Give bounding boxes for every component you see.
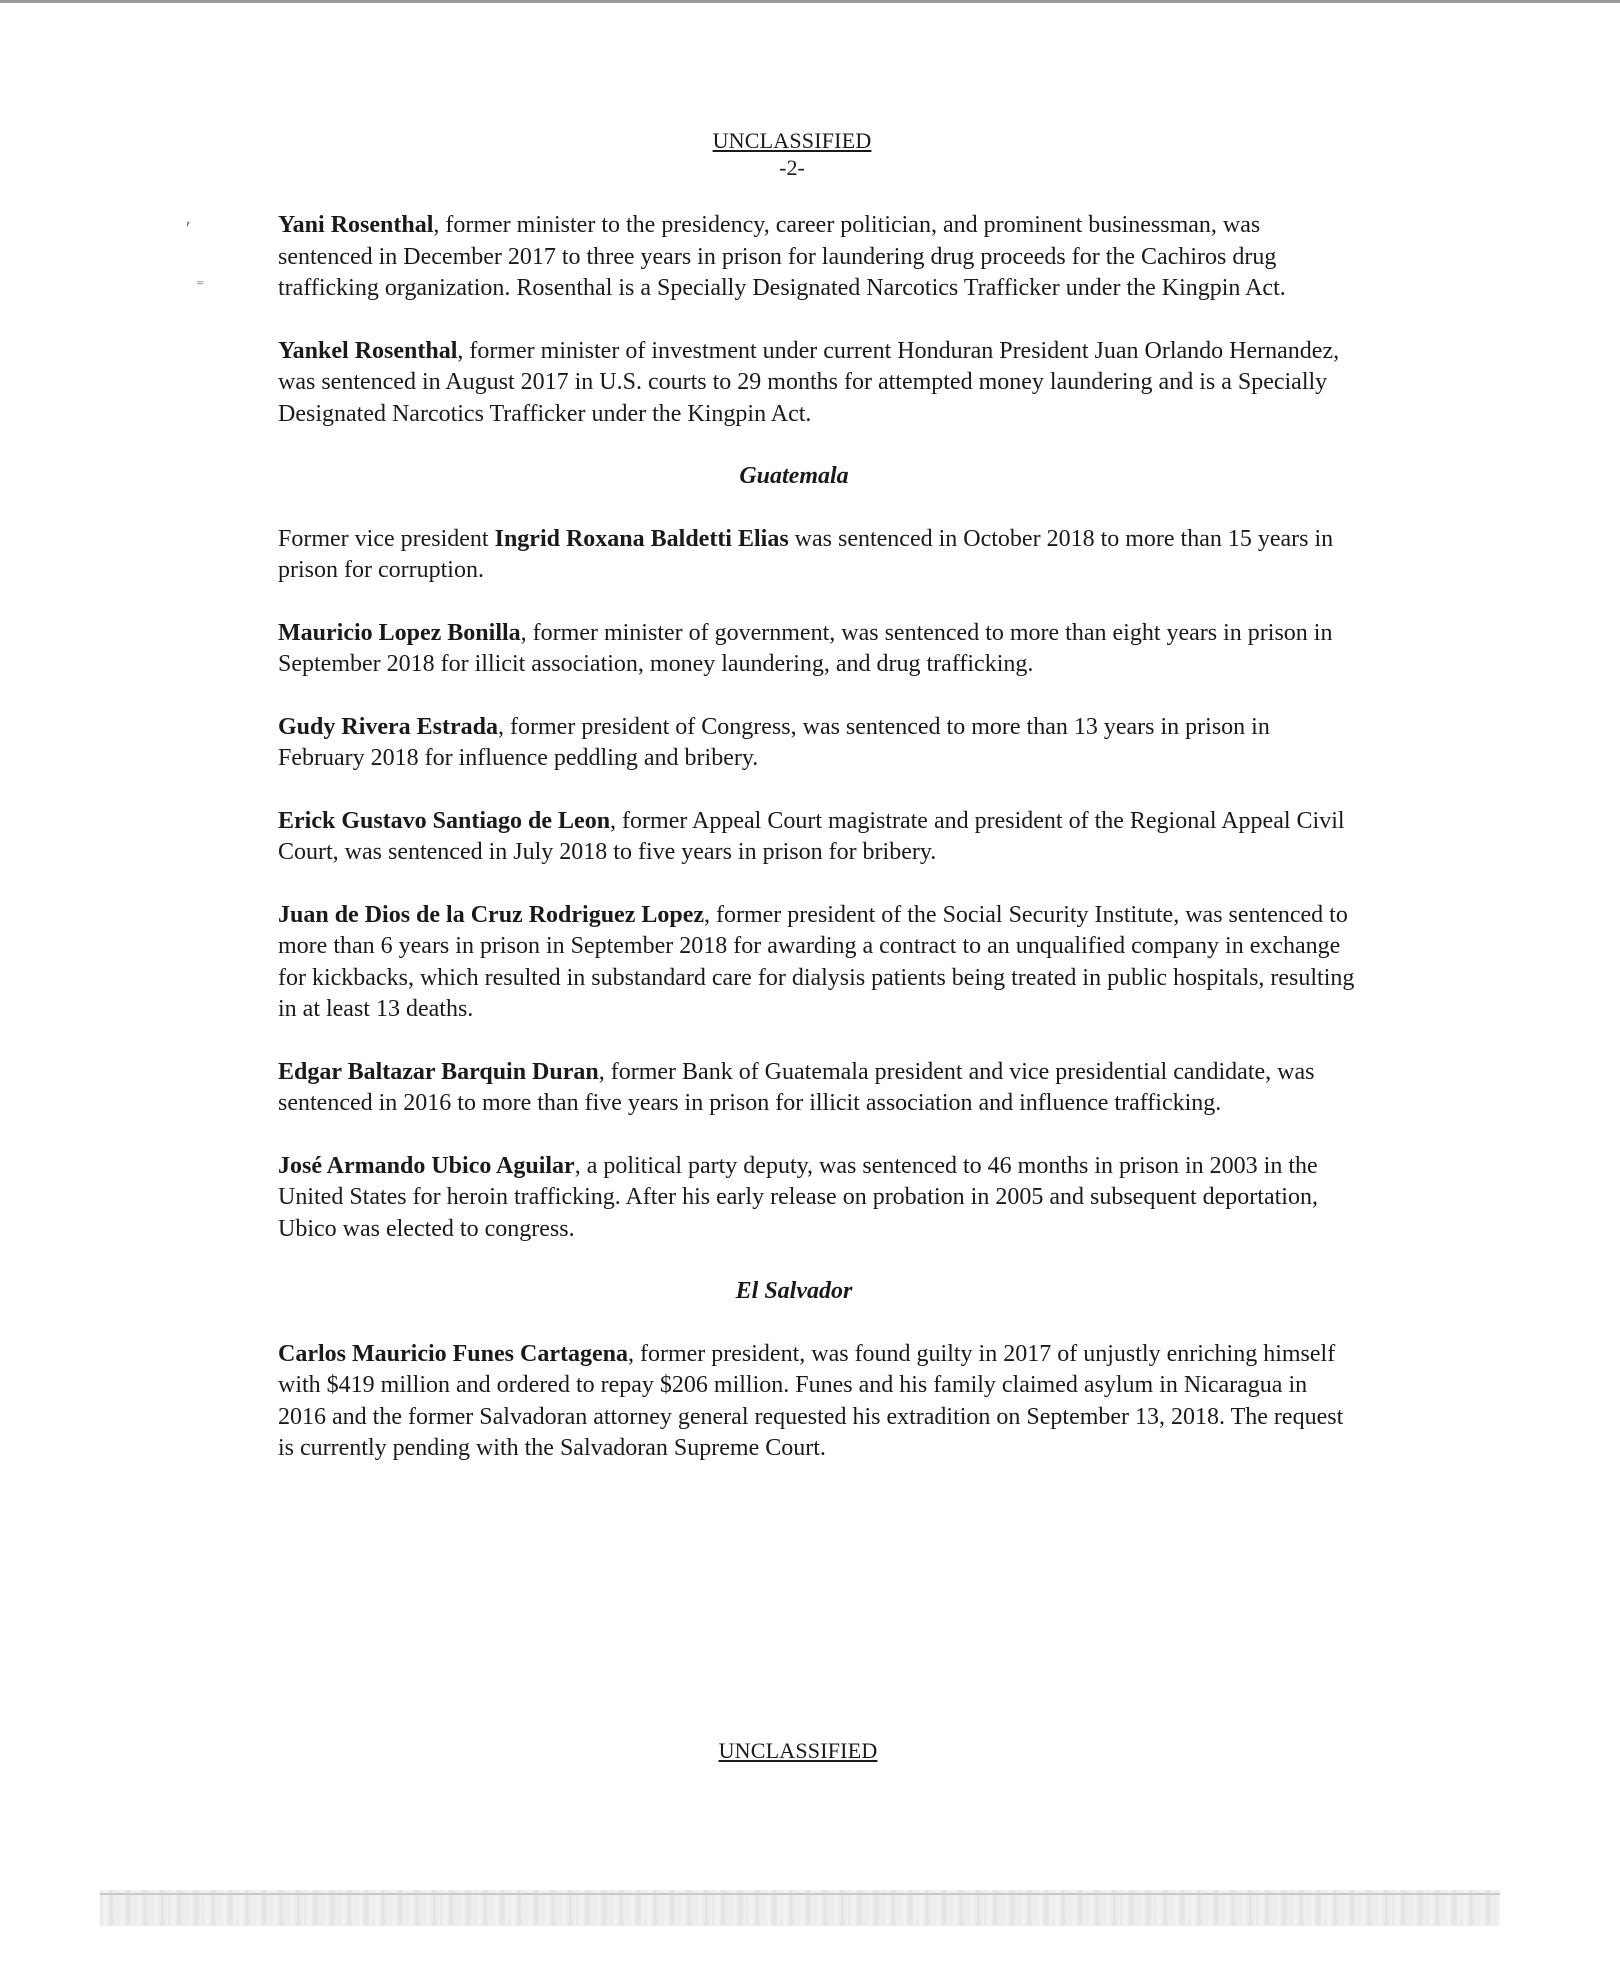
entry-name: José Armando Ubico Aguilar [278, 1152, 575, 1179]
page-number: -2- [779, 155, 805, 180]
entry-name: Erick Gustavo Santiago de Leon [278, 807, 611, 834]
entry-paragraph [278, 1339, 1358, 1465]
entry-text: , former minister to the presidency, career politician, and prominent businessman, was sentenced in December 2017 to three years in prison for laundering drug proceeds for the Cachiros drug trafficking organization. Rosenthal is a Specially Designated Narcotics Trafficker under the Kingpin Act. [278, 212, 1286, 301]
entry-text: , former president, was found guilty in 2017 of unjustly enriching himself with $419 million and ordered to repay $206 million. Funes and his family claimed asylum in Nicaragua in 2016 and the former Salvadoran attorney general requested his extradition on September 13, 2018. The request is currently pending with the Salvadoran Supreme Court. [278, 1340, 1344, 1461]
entry-name: Ingrid Roxana Baldetti Elias [494, 525, 789, 552]
entry-prefix: Former vice president [278, 525, 495, 552]
entry-text: , a political party deputy, was sentenced to 46 months in prison in 2003 in the United States for heroin trafficking. After his early release on probation in 2005 and subsequent deportation, Ubico was elected to congress. [278, 1152, 1318, 1242]
header-classification-marking: UNCLASSIFIED [712, 128, 872, 153]
entry-text: , former minister of investment under current Honduran President Juan Orlando Hernandez, was sentenced in August 2017 in U.S. courts to 29 months for attempted money laundering and is a Specially Designated Narcotics Trafficker under the Kingpin Act. [278, 337, 1340, 427]
entry-text: , former president of Congress, was sentenced to more than 13 years in prison in February 2018 for influence peddling and bribery. [278, 713, 1270, 771]
scan-artifact-band [100, 1890, 1500, 1926]
entry-paragraph [278, 806, 1358, 869]
entry-paragraph [278, 1057, 1358, 1120]
entry-paragraph [278, 336, 1358, 431]
entry-name: Mauricio Lopez Bonilla [278, 619, 521, 646]
entry-paragraph [278, 210, 1358, 305]
entry-paragraph [278, 1151, 1358, 1246]
margin-scan-mark: ʹ [186, 218, 191, 240]
entry-name: Carlos Mauricio Funes Cartagena [278, 1340, 628, 1367]
entry-text: was sentenced in October 2018 to more than 15 years in prison for corruption. [278, 525, 1334, 583]
entry-name: Yani Rosenthal [278, 212, 434, 238]
entry-name: Yankel Rosenthal [278, 337, 458, 364]
entry-text: , former president of the Social Security Institute, was sentenced to more than 6 years in prison in September 2018 for awarding a contract to an unqualified company in exchange for kickbacks, which resulted in substandard care for dialysis patients being treated in public hospitals, resulting in at least 13 deaths. [278, 901, 1355, 1022]
section-heading-el-salvador: El Salvador [735, 1278, 853, 1304]
document-body [278, 210, 1358, 1496]
section-heading-guatemala: Guatemala [739, 463, 849, 489]
margin-scan-mark: ⁼ [196, 278, 205, 295]
entry-text: , former Appeal Court magistrate and president of the Regional Appeal Civil Court, was sentenced in July 2018 to five years in prison for bribery. [278, 807, 1345, 865]
scan-artifact-line [100, 1893, 1500, 1895]
entry-name: Gudy Rivera Estrada [278, 713, 499, 740]
footer-classification-marking: UNCLASSIFIED [718, 1738, 878, 1763]
entry-paragraph [278, 712, 1358, 775]
entry-paragraph [278, 524, 1358, 587]
entry-name: Edgar Baltazar Barquin Duran [278, 1058, 599, 1085]
entry-text: , former Bank of Guatemala president and vice presidential candidate, was sentenced in 2016 to more than five years in prison for illicit association and influence trafficking. [278, 1058, 1315, 1116]
entry-text: , former minister of government, was sentenced to more than eight years in prison in September 2018 for illicit association, money laundering, and drug trafficking. [278, 619, 1333, 677]
entry-name: Juan de Dios de la Cruz Rodriguez Lopez [278, 901, 704, 928]
entry-paragraph [278, 900, 1358, 1026]
entry-paragraph [278, 618, 1358, 681]
